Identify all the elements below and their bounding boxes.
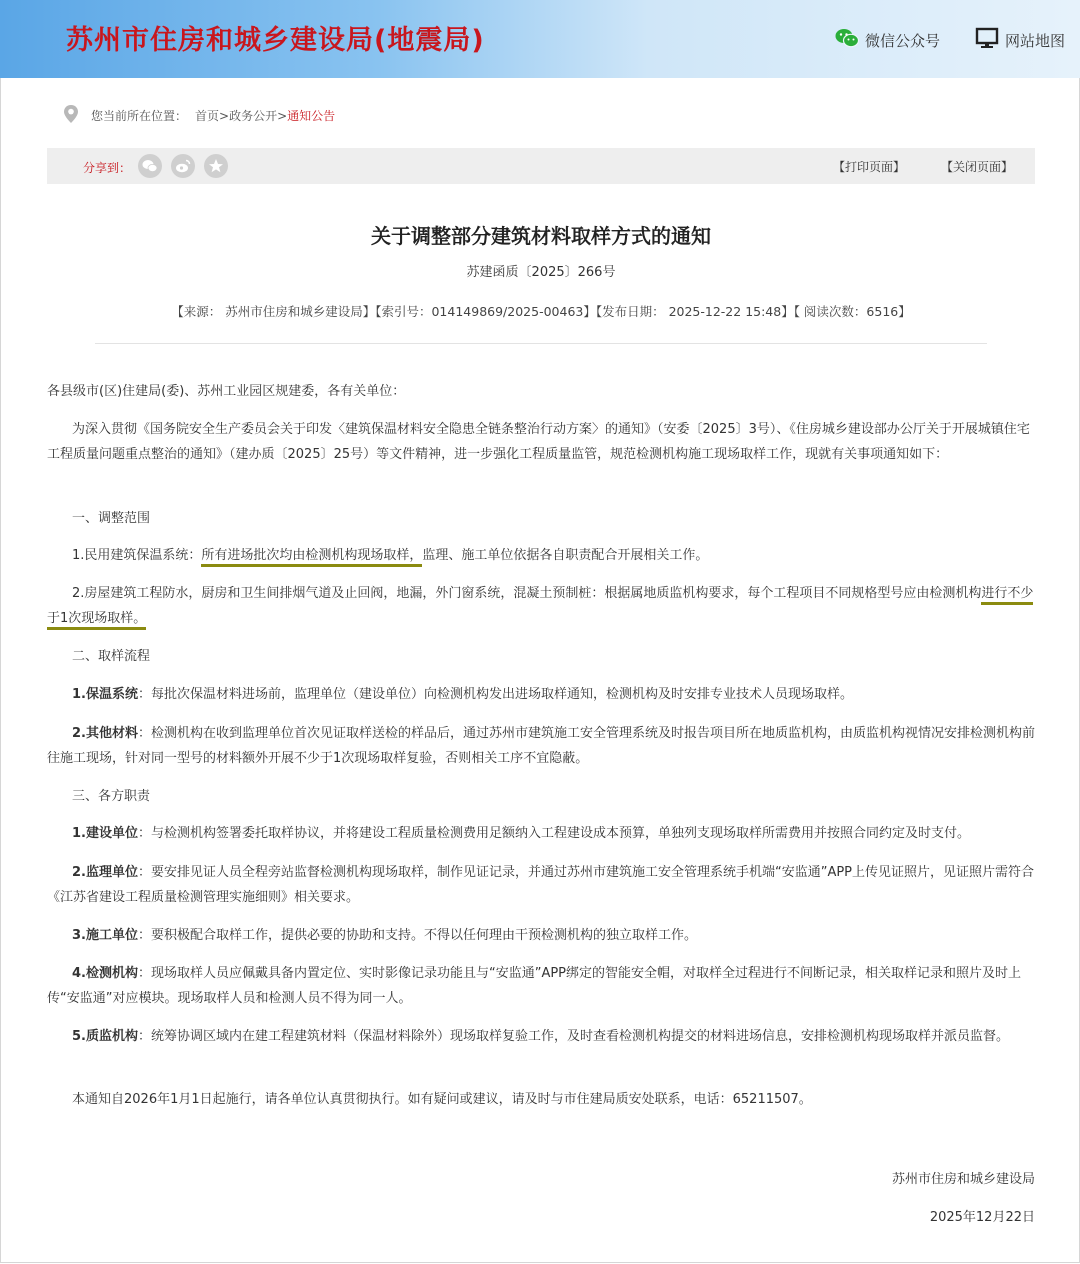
item-1-lead: 1.民用建筑保温系统： — [72, 548, 202, 563]
process-item-2 — [47, 721, 1037, 771]
duty-item-2-label: 2.监理单位 — [72, 865, 138, 880]
process-item-2-text: ：检测机构在收到监理单位首次见证取样送检的样品后，通过苏州市建筑施工安全管理系统及时报告项目所在地质监机构，由质监机构视情况安排检测机构前往施工现场，针对同一型号的材料额外开展不少于1次现场取样复验，否则相关工序不宜隐蔽。 — [47, 726, 1035, 766]
duty-item-2 — [47, 860, 1037, 910]
wechat-icon — [835, 28, 859, 52]
item-2-underlined: 进行不少于1次现场取样。 — [47, 586, 1033, 630]
duty-item-3-text: ：要积极配合取样工作，提供必要的协助和支持。不得以任何理由干预检测机构的独立取样工作。 — [137, 928, 697, 943]
close-page-button[interactable]: 【关闭页面】 — [941, 160, 1014, 174]
site-header — [0, 0, 1080, 78]
breadcrumb-home[interactable]: 首页 — [195, 109, 220, 123]
item-1-underlined: 所有进场批次均由检测机构现场取样， — [201, 548, 422, 567]
closing-paragraph: 本通知自2026年1月1日起施行，请各单位认真贯彻执行。如有疑问或建议，请及时与市住建局质安处联系，电话：65211507。 — [72, 1092, 812, 1107]
star-favorite-icon[interactable] — [204, 154, 228, 178]
content-panel — [0, 78, 1080, 1263]
issue-date: 2025年12月22日 — [929, 1210, 1035, 1225]
article-title: 关于调整部分建筑材料取样方式的通知 — [371, 224, 711, 248]
salutation: 各县级市(区)住建局(委)、苏州工业园区规建委，各有关单位： — [47, 384, 406, 399]
duty-item-3 — [47, 923, 1037, 948]
share-toolbar — [47, 148, 1035, 184]
print-page-button[interactable]: 【打印页面】 — [833, 160, 906, 174]
wechat-share-icon[interactable] — [138, 154, 162, 178]
duty-item-5-label: 5.质监机构 — [72, 1029, 138, 1044]
breadcrumb-current[interactable]: 通知公告 — [287, 109, 336, 123]
weibo-share-icon[interactable] — [171, 154, 195, 178]
location-pin-icon — [63, 104, 79, 127]
document-number: 苏建函质〔2025〕266号 — [466, 265, 616, 280]
title-divider — [95, 343, 987, 344]
duty-item-5-text: ：统筹协调区域内在建工程建筑材料（保温材料除外）现场取样复验工作，及时查看检测机构提交的材料进场信息，安排检测机构现场取样并派员监督。 — [137, 1029, 1009, 1044]
duty-item-4-text: ：现场取样人员应佩戴具备内置定位、实时影像记录功能且与“安监通”APP绑定的智能安全帽，对取样全过程进行不间断记录，相关取样记录和照片及时上传“安监通”对应模块。现场取样人员和检测人员不得为同一人。 — [47, 966, 1022, 1006]
duty-item-3-label: 3.施工单位 — [72, 928, 138, 943]
section-heading-1: 一、调整范围 — [72, 511, 151, 526]
breadcrumb — [63, 104, 335, 127]
intro-paragraph: 为深入贯彻《国务院安全生产委员会关于印发〈建筑保温材料安全隐患全链条整治行动方案〉的通知》（安委〔2025〕3号）、《住房城乡建设部办公厅关于开展城镇住宅工程质量问题重点整治的通知》（建办质〔2025〕25号）等文件精神，进一步强化工程质量监管，规范检测机构施工现场取样工作，现就有关事项通知如下： — [47, 422, 1030, 462]
section-heading-2: 二、取样流程 — [72, 649, 151, 664]
breadcrumb-sep: > — [277, 108, 288, 123]
duty-item-5 — [47, 1024, 1037, 1049]
sitemap-link[interactable] — [975, 28, 1065, 52]
duty-item-1-label: 1.建设单位 — [72, 826, 138, 841]
breadcrumb-sep: > — [219, 108, 230, 123]
share-label: 分享到： — [83, 161, 132, 175]
duty-item-1-text: ：与检测机构签署委托取样协议，并将建设工程质量检测费用足额纳入工程建设成本预算，单独列支现场取样所需费用并按照合同约定及时支付。 — [137, 826, 970, 841]
duty-item-4 — [47, 961, 1037, 1011]
process-item-1-label: 1.保温系统 — [72, 687, 138, 702]
item-1-paragraph — [47, 543, 1037, 568]
process-item-1 — [47, 682, 1037, 707]
duty-item-1 — [47, 821, 1037, 846]
item-2-lead: 2.房屋建筑工程防水，厨房和卫生间排烟气道及止回阀，地漏，外门窗系统，混凝土预制桩：根据属地质监机构要求，每个工程项目不同规格型号应由检测机构 — [72, 586, 982, 601]
duty-item-2-text: ：要安排见证人员全程旁站监督检测机构现场取样，制作见证记录，并通过苏州市建筑施工安全管理系统手机端“安监通”APP上传见证照片，见证照片需符合《江苏省建设工程质量检测管理实施细则》相关要求。 — [47, 865, 1035, 905]
duty-item-4-label: 4.检测机构 — [72, 966, 138, 981]
breadcrumb-label: 您当前所在位置： — [91, 109, 188, 123]
item-2-paragraph — [47, 581, 1037, 631]
item-1-rest: 监理、施工单位依据各自职责配合开展相关工作。 — [422, 548, 709, 563]
site-title[interactable]: 苏州市住房和城乡建设局(地震局) — [66, 25, 485, 56]
process-item-1-text: ：每批次保温材料进场前，监理单位（建设单位）向检测机构发出进场取样通知，检测机构及时安排专业技术人员现场取样。 — [137, 687, 853, 702]
article-meta: 【来源： 苏州市住房和城乡建设局】【索引号：014149869/2025-00463】【发布日期： 2025-12-22 15:48】【 阅读次数：6516】 — [171, 304, 911, 319]
wechat-label: 微信公众号 — [865, 31, 941, 50]
monitor-icon — [975, 27, 999, 53]
process-item-2-label: 2.其他材料 — [72, 726, 138, 741]
signature: 苏州市住房和城乡建设局 — [891, 1172, 1035, 1187]
wechat-link[interactable] — [835, 28, 940, 52]
section-heading-3: 三、各方职责 — [72, 789, 151, 804]
sitemap-label: 网站地图 — [1005, 31, 1066, 50]
breadcrumb-level2[interactable]: 政务公开 — [229, 109, 278, 123]
